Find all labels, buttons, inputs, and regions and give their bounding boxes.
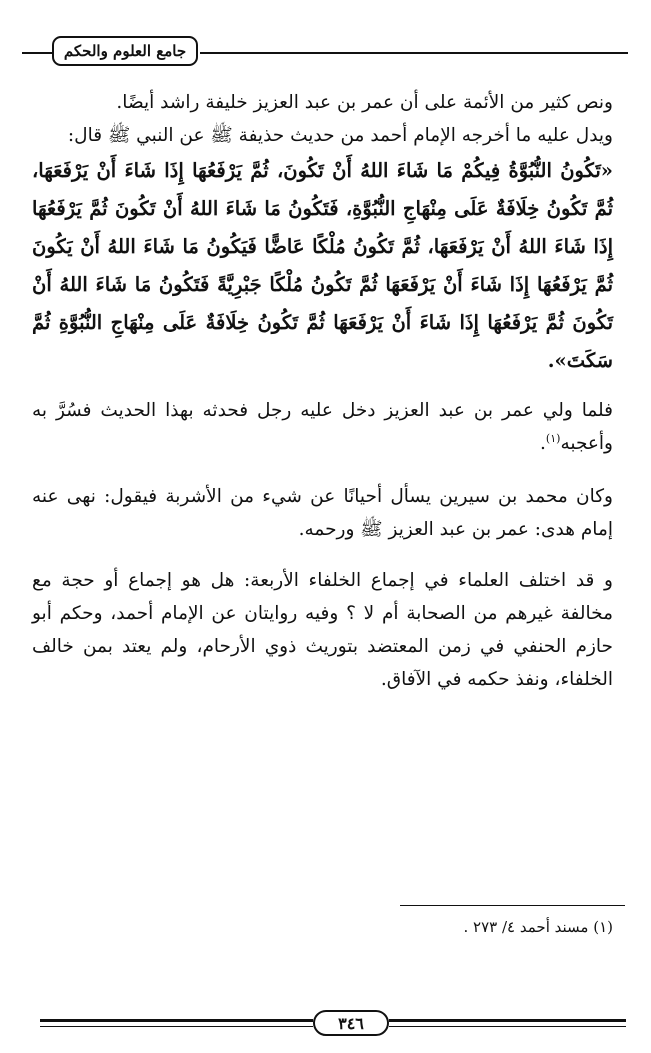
running-header — [22, 30, 628, 76]
page-footer — [40, 1010, 626, 1040]
hadith-quote: «تَكُونُ النُّبُوَّةُ فِيكُمْ مَا شَاءَ اللهُ أَنْ تَكُونَ، ثُمَّ يَرْفَعُهَا إِذَا شَاءَ أَنْ يَرْفَعَهَا، ثُمَّ تَكُونُ خِلَافَةٌ عَلَى مِنْهَاجِ النُّبُوَّةِ، فَتَكُونُ مَا شَاءَ اللهُ أَنْ تَكُونَ ثُمَّ يَرْفَعُهَا إِذَا شَاءَ اللهُ أَنْ يَرْفَعَهَا، ثُمَّ تَكُونُ مُلْكًا عَاضًّا فَيَكُونُ مَا شَاءَ اللهُ أَنْ يَكُونَ ثُمَّ يَرْفَعُهَا إِذَا شَاءَ أَنْ يَرْفَعَهَا ثُمَّ تَكُونُ مُلْكًا جَبْرِيَّةً فَتَكُونُ مَا شَاءَ اللهُ أَنْ تَكُونَ ثُمَّ يَرْفَعُهَا إِذَا شَاءَ أَنْ يَرْفَعَهَا ثُمَّ تَكُونُ خِلَافَةٌ عَلَى مِنْهَاجِ النُّبُوَّةِ ثُمَّ سَكَتَ». — [32, 159, 613, 372]
paragraph-4: وكان محمد بن سيرين يسأل أحيانًا عن شيء من الأشربة فيقول: نهى عنه إمام هدى: عمر بن عبد العزيز ﷺ ورحمه. — [32, 486, 613, 540]
paragraph-3-end: . — [540, 433, 546, 454]
book-title: جامع العلوم والحكم — [63, 42, 187, 60]
footer-rule-right-thick — [389, 1019, 626, 1022]
paragraph-2-intro: ويدل عليه ما أخرجه الإمام أحمد من حديث حذيفة ﷺ عن النبي ﷺ قال: — [67, 125, 613, 146]
paragraph-5: و قد اختلف العلماء في إجماع الخلفاء الأربعة: هل هو إجماع أو حجة مع مخالفة غيرهم من الصحابة أم لا ؟ وفيه روايتان عن الإمام أحمد، وحكم أبو حازم الحنفي في زمن المعتضد بتوريث ذوي الأرحام، ولم يعتد بمن خالف الخلفاء، ونفذ حكمه في الآفاق. — [32, 570, 613, 690]
footer-rule-right-thin — [389, 1026, 626, 1027]
footer-rule-left-thick — [40, 1019, 313, 1022]
footnote-separator — [400, 905, 625, 906]
footnote-marker: (١) — [545, 431, 561, 445]
page-number-box — [313, 1010, 389, 1036]
footer-rule-left-thin — [40, 1026, 313, 1027]
paragraph-3 — [32, 394, 613, 460]
footnote: (١) مسند أحمد ٤/ ٢٧٣ . — [463, 918, 613, 936]
header-rule-left — [22, 52, 52, 54]
paragraph-1: ونص كثير من الأئمة على أن عمر بن عبد العزيز خليفة راشد أيضًا. — [116, 92, 613, 113]
header-rule-right — [200, 52, 628, 54]
main-text — [32, 86, 613, 696]
paragraph-3-text: فلما ولي عمر بن عبد العزيز دخل عليه رجل فحدثه بهذا الحديث فسُرَّ به وأعجبه — [32, 400, 613, 454]
page-number: ٣٤٦ — [338, 1013, 364, 1033]
book-title-box — [52, 36, 198, 66]
